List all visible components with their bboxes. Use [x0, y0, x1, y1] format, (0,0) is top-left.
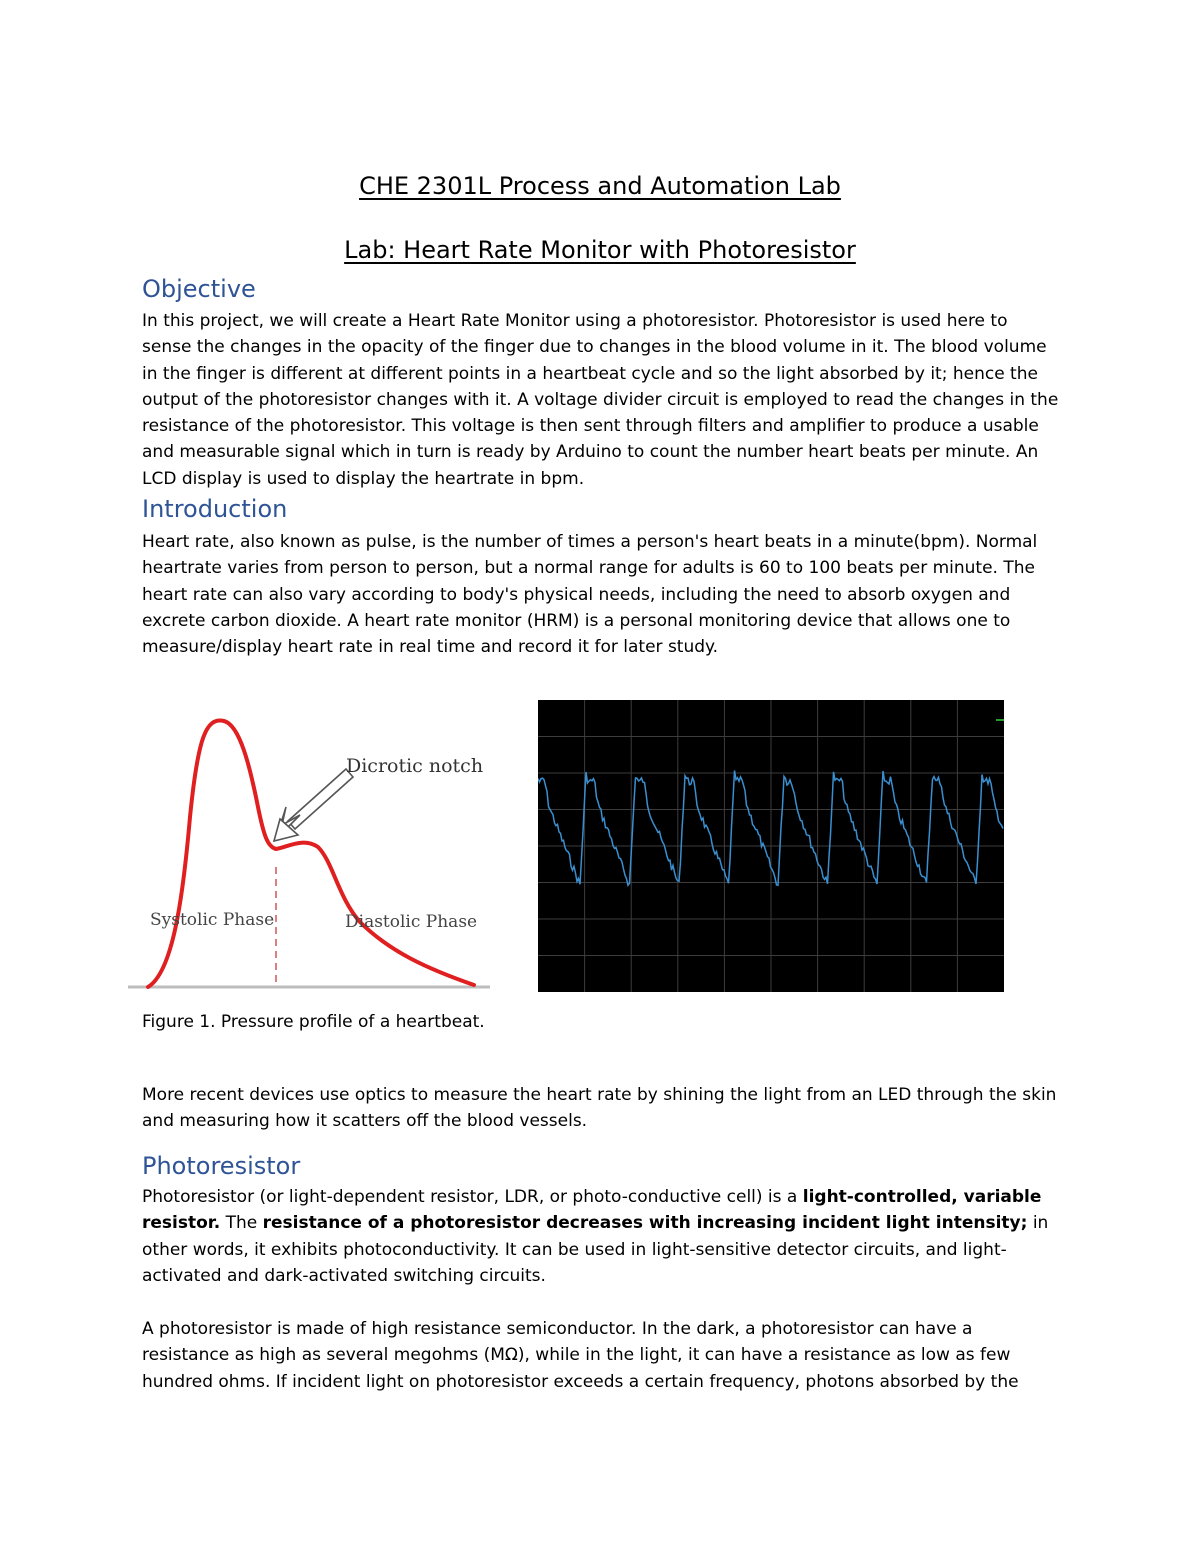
optics-paragraph: More recent devices use optics to measure the heart rate by shining the light from an LED through the skin and measuring how it scatters off the blood vessels. [142, 1085, 1057, 1132]
arrow-icon [274, 769, 353, 841]
figure-caption: Figure 1. Pressure profile of a heartbeat. [142, 1012, 485, 1032]
bold-run: resistance of a photoresistor decreases with increasing incident light intensity; [262, 1213, 1028, 1234]
objective-paragraph: In this project, we will create a Heart Rate Monitor using a photoresistor. Photoresistor is used here to sense the changes in the opacity of the finger due to changes in the blood volume in it. The blood volume in the finger is different at different points in a heartbeat cycle and so the light absorbed by it; hence the output of the photoresistor changes with it. A voltage divider circuit is employed to read the changes in the resistance of the photoresistor. This voltage is then sent through filters and amplifier to produce a usable and measurable signal which in turn is ready by Arduino to count the number heart beats per minute. An LCD display is used to display the heartrate in bpm. [142, 311, 1059, 489]
dicrotic-notch-label: Dicrotic notch [346, 755, 484, 777]
systolic-phase-label: Systolic Phase [150, 910, 275, 930]
course-title: CHE 2301L Process and Automation Lab [359, 172, 841, 200]
diastolic-phase-label: Diastolic Phase [345, 912, 478, 932]
introduction-heading: Introduction [142, 495, 288, 523]
text-run: The [220, 1213, 263, 1234]
photoresistor-paragraph-1 [142, 1184, 1062, 1289]
photoresistor-paragraph-2: A photoresistor is made of high resistance semiconductor. In the dark, a photoresistor can have a resistance as high as several megohms (MΩ), while in the light, it can have a resistance as low as few hundred ohms. If incident light on photoresistor exceeds a certain frequency, photons absorbed by the [142, 1319, 1019, 1392]
objective-heading: Objective [142, 275, 256, 303]
bold-run: light-controlled, variable resistor. [142, 1187, 1042, 1234]
text-run: in other words, it exhibits photoconductivity. It can be used in light-sensitive detector circuits, and light-activated and dark-activated switching circuits. [142, 1213, 1049, 1286]
pressure-profile-figure [128, 697, 490, 993]
text-run: Photoresistor (or light-dependent resistor, LDR, or photo-conductive cell) is a [142, 1187, 803, 1207]
oscilloscope-figure [538, 700, 1004, 992]
photoresistor-heading: Photoresistor [142, 1152, 301, 1180]
introduction-paragraph: Heart rate, also known as pulse, is the number of times a person's heart beats in a minute(bpm). Normal heartrate varies from person to person, but a normal range for adults is 60 to 100 beats per minute. The heart rate can also vary according to body's physical needs, including the need to absorb oxygen and excrete carbon dioxide. A heart rate monitor (HRM) is a personal monitoring device that allows one to measure/display heart rate in real time and record it for later study. [142, 532, 1038, 658]
lab-title: Lab: Heart Rate Monitor with Photoresistor [344, 236, 856, 264]
